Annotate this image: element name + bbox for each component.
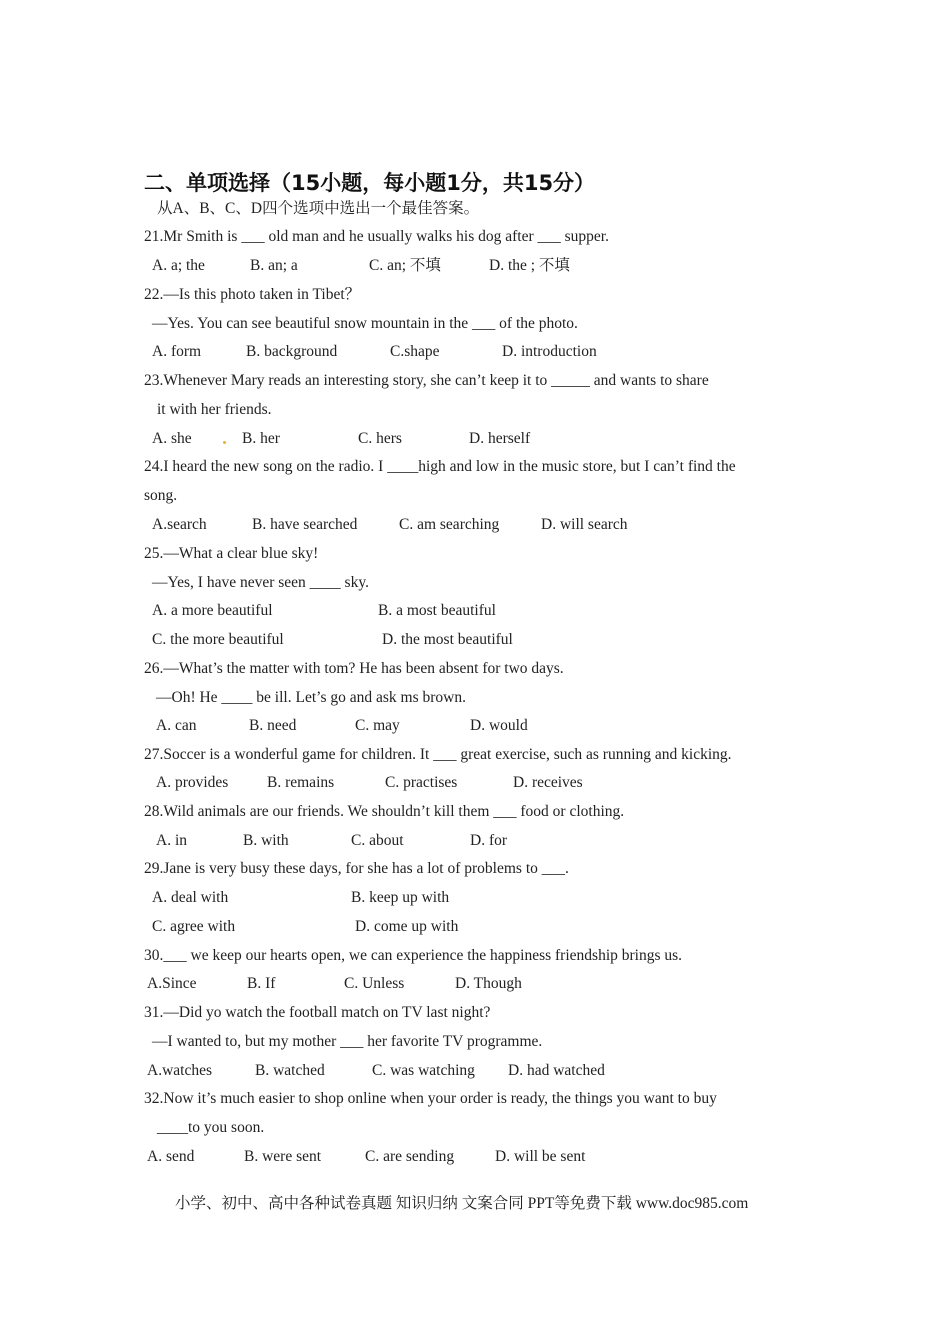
question-26-option-c: C. may (355, 717, 400, 734)
question-31-option-a: A.watches (147, 1062, 212, 1079)
question-31-option-b: B. watched (255, 1062, 325, 1079)
question-30-option-c: C. Unless (344, 975, 405, 992)
question-24-option-b: B. have searched (252, 516, 358, 533)
question-22-stem: 22.—Is this photo taken in Tibet？ (144, 286, 361, 303)
question-26-stem: 26.—What’s the matter with tom? He has been absent for two days. (144, 660, 564, 677)
question-25-stem-line2: —Yes, I have never seen ____ sky. (152, 574, 369, 591)
question-30-option-a: A.Since (147, 975, 197, 992)
question-22-stem-line2: —Yes. You can see beautiful snow mountain in the ___ of the photo. (152, 315, 578, 332)
question-24-option-d: D. will search (541, 516, 628, 533)
question-31-stem-line2: —I wanted to, but my mother ___ her favorite TV programme. (152, 1033, 543, 1050)
question-32-option-b: B. were sent (244, 1148, 322, 1165)
question-23-option-c: C. hers (358, 430, 402, 447)
question-30-option-b: B. If (247, 975, 276, 992)
section-title: 二、单项选择（15小题，每小题1分，共15分） (144, 171, 596, 195)
question-29-stem: 29.Jane is very busy these days, for she has a lot of problems to ___. (144, 860, 569, 877)
page-footer: 小学、初中、高中各种试卷真题 知识归纳 文案合同 PPT等免费下载 www.doc985.com (175, 1195, 749, 1212)
question-27-option-a: A. provides (156, 774, 229, 791)
question-27-option-d: D. receives (513, 774, 583, 791)
question-28-option-d: D. for (470, 832, 508, 849)
question-26-option-a: A. can (156, 717, 197, 734)
question-23-option-b: B. her (242, 430, 280, 447)
question-32-stem: 32.Now it’s much easier to shop online when your order is ready, the things you want to buy (144, 1090, 717, 1107)
question-23-option-d: D. herself (469, 430, 531, 447)
question-31-option-d: D. had watched (508, 1062, 605, 1079)
question-28-option-c: C. about (351, 832, 404, 849)
question-31-option-c: C. was watching (372, 1062, 475, 1079)
question-21-option-c: C. an; 不填 (369, 257, 441, 274)
question-23-stem: 23.Whenever Mary reads an interesting story, she can’t keep it to _____ and wants to share (144, 372, 709, 389)
question-26-option-d: D. would (470, 717, 528, 734)
question-22-option-b: B. background (246, 343, 338, 360)
question-26-stem-line2: —Oh! He ____ be ill. Let’s go and ask ms brown. (156, 689, 466, 706)
question-25-stem: 25.—What a clear blue sky! (144, 545, 319, 562)
question-32-stem-line2: ____to you soon. (157, 1119, 265, 1136)
question-32-option-d: D. will be sent (495, 1148, 586, 1165)
question-25-option-b: B. a most beautiful (378, 602, 496, 619)
question-22-option-d: D. introduction (502, 343, 597, 360)
question-29-option-c: C. agree with (152, 918, 236, 935)
question-21-option-d: D. the ; 不填 (489, 257, 570, 274)
question-25-option-d: D. the most beautiful (382, 631, 513, 648)
question-25-option-a: A. a more beautiful (152, 602, 273, 619)
question-28-option-b: B. with (243, 832, 289, 849)
question-22-option-a: A. form (152, 343, 202, 360)
question-24-option-c: C. am searching (399, 516, 500, 533)
question-21-option-a: A. a; the (152, 257, 205, 274)
question-28-option-a: A. in (156, 832, 187, 849)
question-23-stem-line2: it with her friends. (157, 401, 272, 418)
question-27-stem: 27.Soccer is a wonderful game for children. It ___ great exercise, such as running and kicking. (144, 746, 732, 763)
question-25-option-c: C. the more beautiful (152, 631, 284, 648)
question-28-stem: 28.Wild animals are our friends. We shouldn’t kill them ___ food or clothing. (144, 803, 625, 820)
question-29-option-b: B. keep up with (351, 889, 450, 906)
question-22-option-c: C.shape (390, 343, 440, 360)
question-29-option-d: D. come up with (355, 918, 459, 935)
question-29-option-a: A. deal with (152, 889, 229, 906)
question-30-option-d: D. Though (455, 975, 522, 992)
question-27-option-c: C. practises (385, 774, 458, 791)
question-21-option-b: B. an; a (250, 257, 298, 274)
question-26-option-b: B. need (249, 717, 297, 734)
question-32-option-a: A. send (147, 1148, 195, 1165)
question-30-stem: 30.___ we keep our hearts open, we can experience the happiness friendship brings us. (144, 947, 683, 964)
section-instruction: 从A、B、C、D四个选项中选出一个最佳答案。 (157, 200, 480, 217)
question-27-option-b: B. remains (267, 774, 335, 791)
question-32-option-c: C. are sending (365, 1148, 455, 1165)
question-24-stem: 24.I heard the new song on the radio. I ____high and low in the music store, but I can’t find the (144, 458, 736, 475)
stray-dot (223, 441, 226, 444)
question-24-stem-line2: song. (144, 487, 178, 504)
question-31-stem: 31.—Did yo watch the football match on TV last night? (144, 1004, 491, 1021)
question-21-stem: 21.Mr Smith is ___ old man and he usually walks his dog after ___ supper. (144, 228, 609, 245)
question-24-option-a: A.search (152, 516, 207, 533)
question-23-option-a: A. she (152, 430, 192, 447)
